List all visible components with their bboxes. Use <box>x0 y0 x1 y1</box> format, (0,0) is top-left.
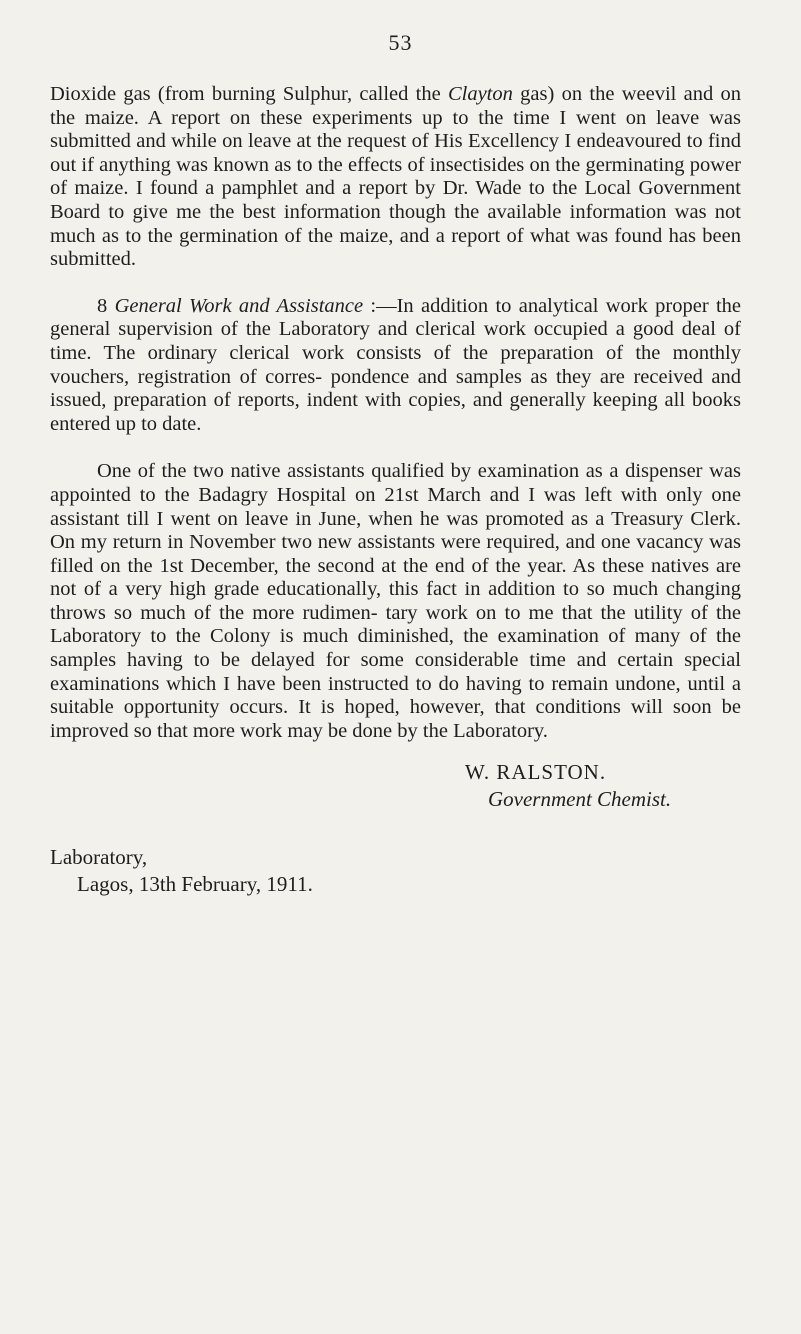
date-line: Lagos, 13th February, 1911. <box>77 872 313 896</box>
report-body <box>50 83 741 743</box>
place-line: Laboratory, <box>50 845 148 869</box>
paragraph-1-text-end: gas) on the weevil and on the maize. A report on these experiments up to the time I went on leave was submitted and while on leave at the request of His Excellency I endeavoured to find out if anything was known as to the effects of insectisides on the germinating power of maize. I found a pamphlet and a report by Dr. Wade to the Local Government Board to give me the best information though the available information was not much as to the germination of the maize, and a report of what was found has been submitted. <box>50 83 741 271</box>
clayton-italic: Clayton <box>447 83 513 105</box>
signature-block <box>465 759 671 813</box>
place-date-block <box>50 844 313 898</box>
signature-name: W. RALSTON. <box>465 760 607 784</box>
signature-title: Government Chemist. <box>488 787 672 811</box>
paragraph-general-work <box>50 295 741 437</box>
section-heading: General Work and Assistance <box>114 294 364 317</box>
paragraph-1-text-start: Dioxide gas (from burning Sulphur, called the <box>50 83 448 105</box>
section-number: 8 <box>97 294 115 317</box>
paragraph-native-assistants: One of the two native assistants qualified by examination as a dispenser was appointed to the Badagry Hospital on 21st March and I was left with only one assistant till I went on leave in June, when he was promoted as a Treasury Clerk. On my return in November two new assistants were required, and one vacancy was filled on the 1st December, the second at the end of the year. As these natives are not of a very high grade educationally, this fact in addition to so much changing throws so much of the more rudimen- tary work on to me that the utility of the Laboratory to the Colony is much diminished, the examination of many of the samples having to be delayed for some considerable time and certain special examinations which I have been instructed to do having to remain undone, until a suitable opportunity occurs. It is hoped, however, that conditions will soon be improved so that more work may be done by the Laboratory. <box>50 460 741 742</box>
page-number: 53 <box>388 30 413 55</box>
paragraph-2-text: :—In addition to analytical work proper the general supervision of the Laboratory and clerical work occupied a good deal of time. The ordinary clerical work consists of the preparation of the monthly vouchers, registration of corres- pondence and samples as they are received and issued, preparation of reports, indent with copies, and generally keeping all books entered up to date. <box>50 294 742 435</box>
paragraph-dioxide-gas <box>50 83 741 272</box>
